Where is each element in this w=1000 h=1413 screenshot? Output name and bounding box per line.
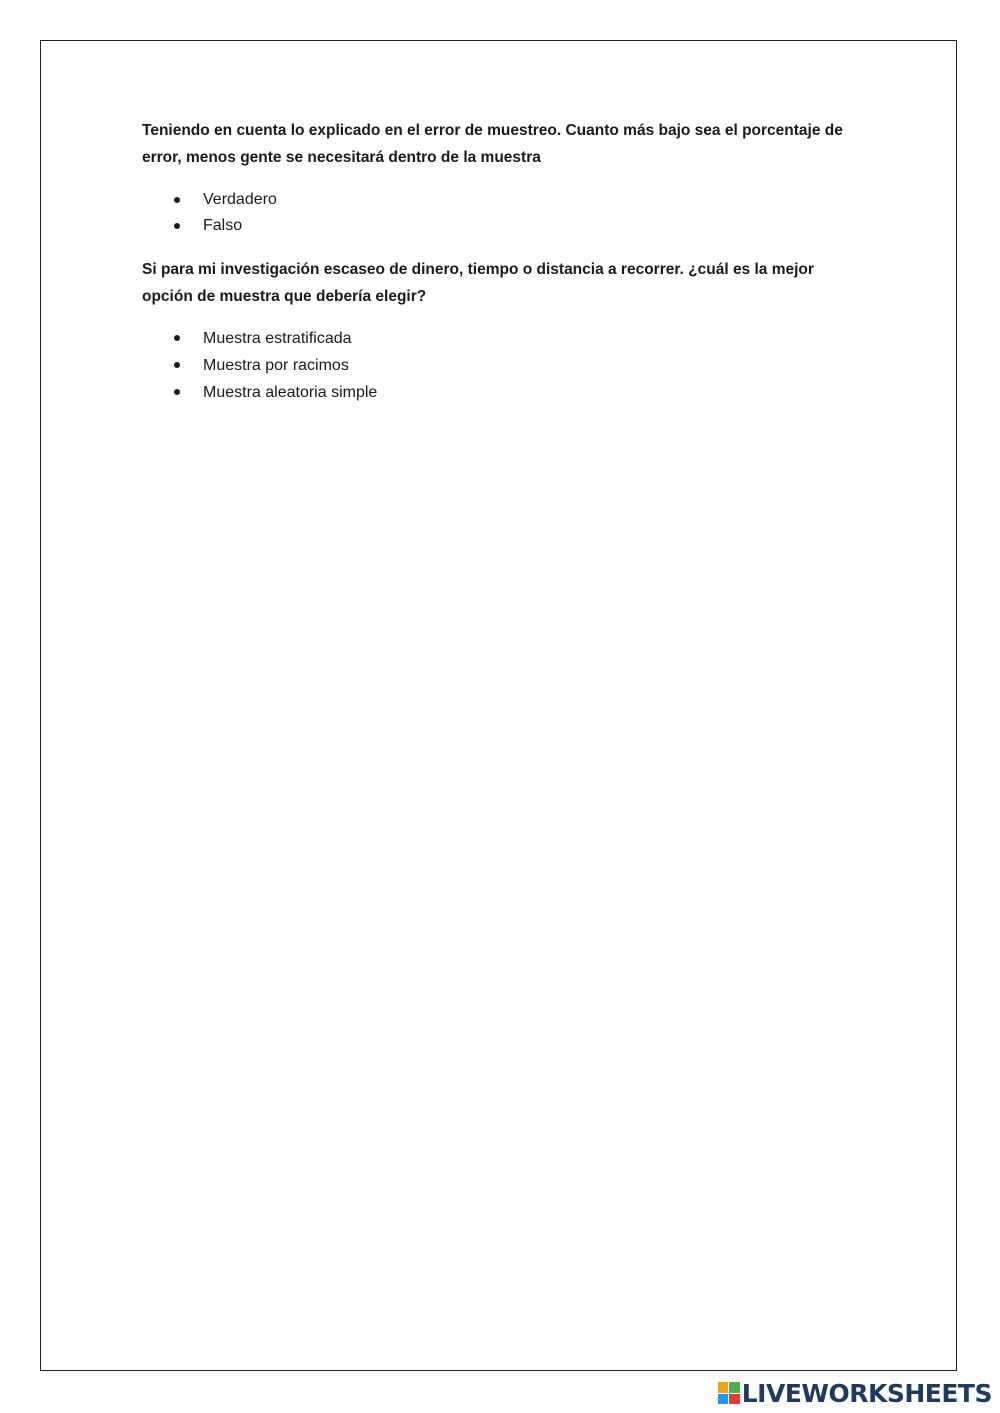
question-1-text: Teniendo en cuenta lo explicado en el error de muestreo. Cuanto más bajo sea el porcentaje de error, menos gente se necesitará dentro de la muestra <box>142 122 843 166</box>
bullet-icon <box>174 362 180 368</box>
option-label: Muestra estratificada <box>203 330 352 347</box>
option-muestra-aleatoria-simple[interactable] <box>172 379 377 406</box>
question-1-options <box>172 187 277 239</box>
liveworksheets-brand <box>718 1377 992 1409</box>
option-label: Muestra por racimos <box>203 357 349 374</box>
option-label: Falso <box>203 217 243 234</box>
option-muestra-estratificada[interactable] <box>172 325 377 352</box>
option-falso[interactable] <box>172 213 277 239</box>
bullet-icon <box>174 223 180 229</box>
option-label: Muestra aleatoria simple <box>203 384 378 401</box>
bullet-icon <box>174 197 180 203</box>
bullet-icon <box>174 335 180 341</box>
question-2-text: Si para mi investigación escaseo de dinero, tiempo o distancia a recorrer. ¿cuál es la mejor opción de muestra que debería elegir? <box>142 261 814 305</box>
question-2-options <box>172 325 377 406</box>
option-muestra-por-racimos[interactable] <box>172 352 377 379</box>
option-label: Verdadero <box>203 191 277 208</box>
option-verdadero[interactable] <box>172 187 277 213</box>
bullet-icon <box>174 389 180 395</box>
page-frame <box>40 40 957 1371</box>
brand-name: LIVEWORKSHEETS <box>741 1378 992 1408</box>
liveworksheets-logo-icon <box>718 1382 740 1404</box>
